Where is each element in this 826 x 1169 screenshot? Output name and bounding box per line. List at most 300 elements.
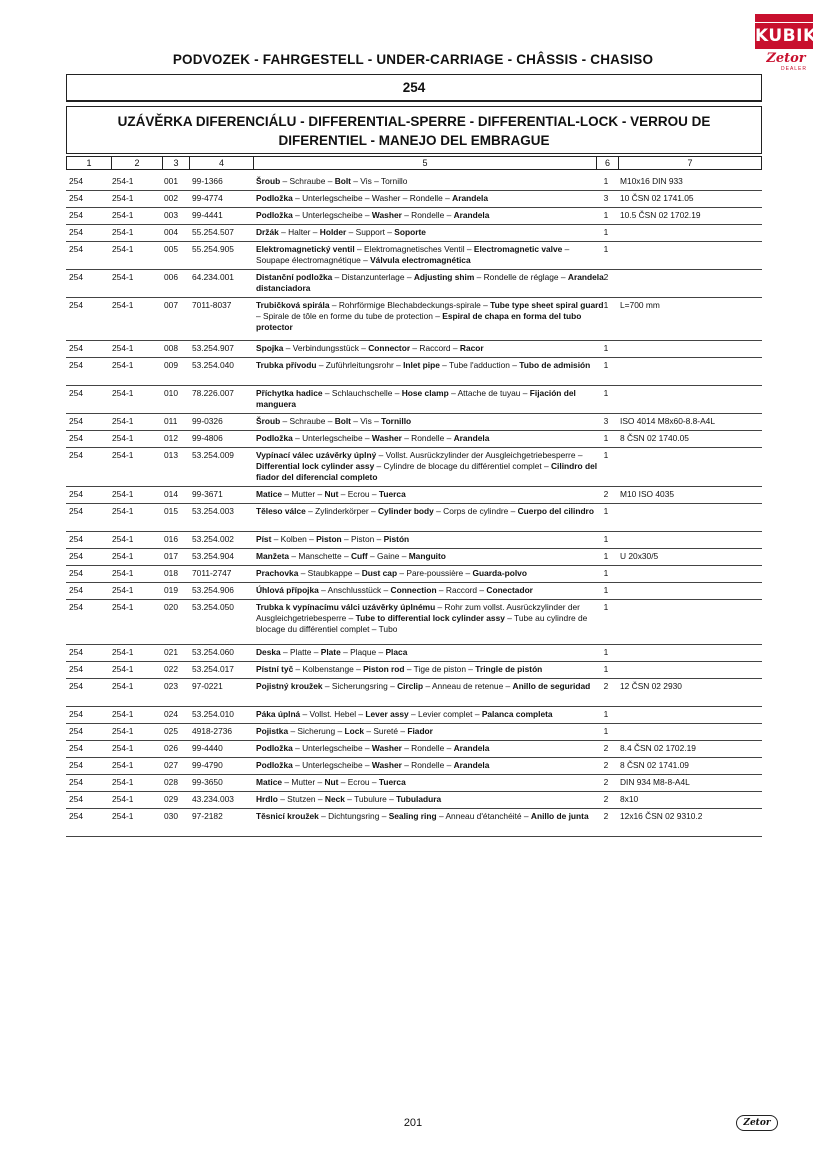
cell-description bbox=[256, 300, 604, 333]
cell-position: 012 bbox=[164, 433, 178, 443]
cell-position: 025 bbox=[164, 726, 178, 736]
description-term: Těsnicí kroužek bbox=[256, 811, 319, 821]
cell-part-number: 64.234.001 bbox=[192, 272, 234, 282]
logo-kubik-text: KUBIK bbox=[755, 23, 813, 49]
description-text: – Kolben – bbox=[271, 534, 317, 544]
description-text: – Unterlegscheibe – bbox=[292, 433, 372, 443]
description-text: – Tubulure – bbox=[344, 794, 397, 804]
description-text: – Elektromagnetisches Ventil – bbox=[354, 244, 474, 254]
cell-group: 254 bbox=[69, 388, 83, 398]
cell-quantity: 1 bbox=[603, 647, 609, 657]
description-text: – Vis – bbox=[350, 416, 382, 426]
description-term: Neck bbox=[324, 794, 345, 804]
cell-subgroup: 254-1 bbox=[112, 272, 134, 282]
cell-subgroup: 254-1 bbox=[112, 777, 134, 787]
cell-position: 015 bbox=[164, 506, 178, 516]
description-term: Spojka bbox=[256, 343, 284, 353]
cell-group: 254 bbox=[69, 227, 83, 237]
cell-subgroup: 254-1 bbox=[112, 193, 134, 203]
description-term: Palanca completa bbox=[481, 709, 553, 719]
cell-description bbox=[256, 664, 604, 675]
cell-quantity: 1 bbox=[603, 388, 609, 398]
cell-group: 254 bbox=[69, 811, 83, 821]
cell-part-number: 53.254.904 bbox=[192, 551, 234, 561]
description-term: Circlip bbox=[397, 681, 424, 691]
cell-group: 254 bbox=[69, 210, 83, 220]
cell-position: 009 bbox=[164, 360, 178, 370]
cell-position: 002 bbox=[164, 193, 178, 203]
cell-group: 254 bbox=[69, 244, 83, 254]
cell-subgroup: 254-1 bbox=[112, 489, 134, 499]
table-row bbox=[66, 707, 762, 724]
description-term: Úhlová přípojka bbox=[256, 585, 319, 595]
description-term: Tornillo bbox=[381, 416, 412, 426]
cell-note: M10 ISO 4035 bbox=[620, 489, 675, 499]
cell-subgroup: 254-1 bbox=[112, 433, 134, 443]
cell-group: 254 bbox=[69, 568, 83, 578]
description-text: – Raccord – bbox=[436, 585, 487, 595]
description-text: – Staubkappe – bbox=[298, 568, 362, 578]
description-term: Placa bbox=[385, 647, 408, 657]
table-row bbox=[66, 775, 762, 792]
cell-quantity: 1 bbox=[603, 176, 609, 186]
table-row bbox=[66, 298, 762, 341]
cell-position: 008 bbox=[164, 343, 178, 353]
cell-quantity: 1 bbox=[603, 450, 609, 460]
table-row bbox=[66, 792, 762, 809]
cell-description bbox=[256, 176, 604, 187]
description-text: – Sicherung – bbox=[288, 726, 345, 736]
cell-part-number: 7011-8037 bbox=[192, 300, 232, 310]
description-term: Příchytka hadice bbox=[256, 388, 323, 398]
cell-subgroup: 254-1 bbox=[112, 227, 134, 237]
cell-group: 254 bbox=[69, 585, 83, 595]
cell-quantity: 3 bbox=[603, 416, 609, 426]
description-text: – Verbindungsstück – bbox=[283, 343, 369, 353]
description-term: Connector bbox=[368, 343, 411, 353]
cell-part-number: 53.254.060 bbox=[192, 647, 234, 657]
cell-subgroup: 254-1 bbox=[112, 794, 134, 804]
cell-description bbox=[256, 681, 604, 692]
cell-group: 254 bbox=[69, 551, 83, 561]
table-row bbox=[66, 504, 762, 532]
description-text: – Rohr zum vollst. Ausrückzylinder der Ausgleichgetriebesperre – bbox=[256, 602, 580, 623]
cell-position: 007 bbox=[164, 300, 178, 310]
description-text: – Vollst. Hebel – bbox=[300, 709, 366, 719]
description-term: Fijación del manguera bbox=[256, 388, 576, 409]
cell-part-number: 53.254.050 bbox=[192, 602, 234, 612]
cell-subgroup: 254-1 bbox=[112, 360, 134, 370]
description-text: – Zylinderkörper – bbox=[305, 506, 378, 516]
description-term: Inlet pipe bbox=[403, 360, 440, 370]
description-term: Pojistka bbox=[256, 726, 289, 736]
cell-group: 254 bbox=[69, 300, 83, 310]
cell-quantity: 1 bbox=[603, 300, 609, 310]
cell-position: 016 bbox=[164, 534, 178, 544]
description-text: – Rondelle – bbox=[401, 433, 454, 443]
cell-position: 010 bbox=[164, 388, 178, 398]
cell-subgroup: 254-1 bbox=[112, 664, 134, 674]
cell-part-number: 99-3671 bbox=[192, 489, 223, 499]
description-term: Pistón bbox=[383, 534, 410, 544]
description-term: Fiador bbox=[407, 726, 433, 736]
description-term: Racor bbox=[459, 343, 484, 353]
cell-position: 006 bbox=[164, 272, 178, 282]
description-term: Espiral de chapa en forma del tubo protector bbox=[256, 311, 582, 332]
cell-position: 021 bbox=[164, 647, 178, 657]
cell-subgroup: 254-1 bbox=[112, 534, 134, 544]
description-term: Arandela bbox=[453, 433, 490, 443]
cell-subgroup: 254-1 bbox=[112, 176, 134, 186]
description-term: Differential lock cylinder assy bbox=[256, 461, 375, 471]
description-term: Electromagnetic valve bbox=[473, 244, 563, 254]
description-text: – Cylindre de blocage du différentiel complet – bbox=[374, 461, 551, 471]
description-term: Pojistný kroužek bbox=[256, 681, 323, 691]
page-title: PODVOZEK - FAHRGESTELL - UNDER-CARRIAGE - CHÂSSIS - CHASISO bbox=[172, 52, 654, 67]
cell-position: 003 bbox=[164, 210, 178, 220]
description-text: – Mutter – bbox=[282, 489, 325, 499]
description-text: – Piston – bbox=[341, 534, 384, 544]
cell-part-number: 43.234.003 bbox=[192, 794, 234, 804]
table-row bbox=[66, 724, 762, 741]
description-text: – Manschette – bbox=[289, 551, 351, 561]
table-row bbox=[66, 487, 762, 504]
cell-quantity: 1 bbox=[603, 506, 609, 516]
description-text: – Stutzen – bbox=[277, 794, 325, 804]
description-term: Distanční podložka bbox=[256, 272, 333, 282]
description-term: Podložka bbox=[256, 760, 293, 770]
description-term: Nut bbox=[324, 489, 339, 499]
logo-dealer-text: DEALER bbox=[781, 66, 808, 72]
column-header-7: 7 bbox=[687, 158, 693, 168]
group-number: 254 bbox=[402, 80, 426, 95]
description-term: Tubo de admisión bbox=[519, 360, 591, 370]
column-header-1: 1 bbox=[67, 157, 112, 169]
cell-group: 254 bbox=[69, 647, 83, 657]
logo-top-bar bbox=[755, 14, 813, 22]
cell-quantity: 2 bbox=[603, 681, 609, 691]
cell-group: 254 bbox=[69, 709, 83, 719]
cell-group: 254 bbox=[69, 726, 83, 736]
cell-quantity: 1 bbox=[603, 726, 609, 736]
description-term: Piston bbox=[316, 534, 342, 544]
description-text: – Mutter – bbox=[282, 777, 325, 787]
description-text: – Anneau d'étanchéité – bbox=[436, 811, 531, 821]
cell-part-number: 99-4806 bbox=[192, 433, 223, 443]
description-term: Holder bbox=[319, 227, 347, 237]
cell-part-number: 53.254.906 bbox=[192, 585, 234, 595]
cell-group: 254 bbox=[69, 272, 83, 282]
cell-group: 254 bbox=[69, 343, 83, 353]
cell-part-number: 53.254.002 bbox=[192, 534, 234, 544]
description-text: – Anneau de retenue – bbox=[423, 681, 513, 691]
cell-description bbox=[256, 534, 604, 545]
table-row bbox=[66, 600, 762, 645]
table-row bbox=[66, 809, 762, 837]
cell-note: DIN 934 M8-8-A4L bbox=[620, 777, 690, 787]
description-text: – Zuführleitungsrohr – bbox=[316, 360, 404, 370]
cell-quantity: 1 bbox=[603, 585, 609, 595]
cell-quantity: 1 bbox=[603, 244, 609, 254]
cell-position: 030 bbox=[164, 811, 178, 821]
cell-group: 254 bbox=[69, 450, 83, 460]
cell-position: 013 bbox=[164, 450, 178, 460]
description-text: – Pare-poussière – bbox=[397, 568, 473, 578]
cell-subgroup: 254-1 bbox=[112, 416, 134, 426]
cell-position: 019 bbox=[164, 585, 178, 595]
description-term: Šroub bbox=[256, 176, 281, 186]
description-term: Těleso válce bbox=[256, 506, 306, 516]
cell-group: 254 bbox=[69, 777, 83, 787]
table-row bbox=[66, 386, 762, 414]
description-text: – Support – bbox=[346, 227, 395, 237]
cell-subgroup: 254-1 bbox=[112, 244, 134, 254]
table-row bbox=[66, 431, 762, 448]
cell-part-number: 99-4790 bbox=[192, 760, 223, 770]
description-text: – Sicherungsring – bbox=[322, 681, 398, 691]
description-term: Matice bbox=[256, 489, 283, 499]
description-term: Páka úplná bbox=[256, 709, 301, 719]
cell-position: 022 bbox=[164, 664, 178, 674]
cell-group: 254 bbox=[69, 534, 83, 544]
description-text: – Rondelle de réglage – bbox=[474, 272, 568, 282]
table-row bbox=[66, 225, 762, 242]
description-term: Cylinder body bbox=[377, 506, 434, 516]
cell-group: 254 bbox=[69, 193, 83, 203]
cell-position: 011 bbox=[164, 416, 178, 426]
cell-group: 254 bbox=[69, 760, 83, 770]
description-term: Držák bbox=[256, 227, 279, 237]
cell-description bbox=[256, 506, 604, 517]
description-text: – Unterlegscheibe – bbox=[292, 210, 372, 220]
table-row bbox=[66, 741, 762, 758]
table-row bbox=[66, 532, 762, 549]
cell-note: 8.4 ČSN 02 1702.19 bbox=[620, 743, 696, 753]
description-term: Cuff bbox=[350, 551, 368, 561]
cell-note: L=700 mm bbox=[620, 300, 660, 310]
description-text: – Ecrou – bbox=[338, 489, 379, 499]
cell-part-number: 55.254.905 bbox=[192, 244, 234, 254]
cell-quantity: 1 bbox=[603, 210, 609, 220]
cell-subgroup: 254-1 bbox=[112, 585, 134, 595]
description-term: Arandela bbox=[453, 210, 490, 220]
logo-zetor-text: Zetor bbox=[766, 51, 806, 66]
cell-quantity: 1 bbox=[603, 227, 609, 237]
cell-position: 027 bbox=[164, 760, 178, 770]
description-term: Anillo de junta bbox=[530, 811, 589, 821]
table-row bbox=[66, 679, 762, 707]
cell-position: 023 bbox=[164, 681, 178, 691]
description-term: Adjusting shim bbox=[413, 272, 475, 282]
cell-subgroup: 254-1 bbox=[112, 760, 134, 770]
cell-part-number: 99-1366 bbox=[192, 176, 223, 186]
description-text: – Rondelle – bbox=[401, 210, 454, 220]
table-row bbox=[66, 645, 762, 662]
cell-description bbox=[256, 602, 604, 635]
cell-subgroup: 254-1 bbox=[112, 506, 134, 516]
description-term: Cilindro del fiador del diferencial completo bbox=[256, 461, 598, 482]
cell-subgroup: 254-1 bbox=[112, 450, 134, 460]
description-term: Cuerpo del cilindro bbox=[517, 506, 594, 516]
description-term: Arandela bbox=[452, 193, 488, 203]
description-term: Trubka přívodu bbox=[256, 360, 317, 370]
section-title-line1: UZÁVĚRKA DIFERENCIÁLU - DIFFERENTIAL-SPERRE - DIFFERENTIAL-LOCK - VERROU DE bbox=[117, 114, 711, 129]
description-text: – Schraube – bbox=[280, 416, 335, 426]
description-term: Manžeta bbox=[256, 551, 290, 561]
cell-quantity: 1 bbox=[603, 343, 609, 353]
description-term: Tube type sheet spiral guard bbox=[490, 300, 604, 310]
cell-description bbox=[256, 647, 604, 658]
table-row bbox=[66, 174, 762, 191]
cell-subgroup: 254-1 bbox=[112, 726, 134, 736]
cell-description bbox=[256, 272, 604, 294]
table-row bbox=[66, 448, 762, 487]
description-term: Anillo de seguridad bbox=[512, 681, 591, 691]
table-row bbox=[66, 208, 762, 225]
description-term: Hrdlo bbox=[256, 794, 278, 804]
column-header-6: 6 bbox=[597, 157, 619, 169]
cell-note: 10.5 ČSN 02 1702.19 bbox=[620, 210, 701, 220]
section-title-box bbox=[66, 106, 762, 154]
description-term: Trubka k vypínacímu válci uzávěrky úplnému bbox=[256, 602, 436, 612]
cell-position: 026 bbox=[164, 743, 178, 753]
cell-subgroup: 254-1 bbox=[112, 388, 134, 398]
description-term: Bolt bbox=[334, 176, 351, 186]
cell-quantity: 3 bbox=[603, 193, 609, 203]
description-term: Pístní tyč bbox=[256, 664, 294, 674]
cell-note: 8x10 bbox=[620, 794, 639, 804]
cell-part-number: 7011-2747 bbox=[192, 568, 232, 578]
table-row bbox=[66, 358, 762, 386]
description-term: Plate bbox=[320, 647, 341, 657]
page-number: 201 bbox=[403, 1117, 423, 1129]
table-row bbox=[66, 191, 762, 208]
description-term: Šroub bbox=[256, 416, 281, 426]
cell-note: 8 ČSN 02 1741.09 bbox=[620, 760, 689, 770]
description-term: Connection bbox=[390, 585, 437, 595]
cell-quantity: 1 bbox=[603, 664, 609, 674]
cell-subgroup: 254-1 bbox=[112, 811, 134, 821]
cell-part-number: 53.254.907 bbox=[192, 343, 234, 353]
cell-position: 004 bbox=[164, 227, 178, 237]
cell-quantity: 1 bbox=[603, 709, 609, 719]
description-text: – Raccord – bbox=[410, 343, 460, 353]
cell-subgroup: 254-1 bbox=[112, 343, 134, 353]
cell-note: ISO 4014 M8x60-8.8-A4L bbox=[620, 416, 715, 426]
cell-subgroup: 254-1 bbox=[112, 647, 134, 657]
cell-part-number: 78.226.007 bbox=[192, 388, 234, 398]
cell-part-number: 99-3650 bbox=[192, 777, 223, 787]
cell-quantity: 1 bbox=[603, 433, 609, 443]
description-text: – Tube au cylindre de blocage du différentiel complet – Tubo bbox=[256, 613, 588, 634]
cell-part-number: 53.254.010 bbox=[192, 709, 234, 719]
cell-note: 8 ČSN 02 1740.05 bbox=[620, 433, 689, 443]
description-text: – Distanzunterlage – bbox=[332, 272, 414, 282]
cell-quantity: 2 bbox=[603, 743, 609, 753]
cell-description bbox=[256, 777, 604, 788]
description-text: – Soupape électromagnétique – bbox=[256, 244, 570, 265]
cell-part-number: 99-4440 bbox=[192, 743, 223, 753]
cell-part-number: 97-0221 bbox=[192, 681, 223, 691]
cell-description bbox=[256, 433, 604, 444]
cell-group: 254 bbox=[69, 433, 83, 443]
cell-position: 005 bbox=[164, 244, 178, 254]
description-text: – Unterlegscheibe – bbox=[292, 760, 372, 770]
table-row bbox=[66, 566, 762, 583]
description-term: Tubuladura bbox=[396, 794, 442, 804]
cell-part-number: 53.254.003 bbox=[192, 506, 234, 516]
column-header-4: 4 bbox=[190, 157, 254, 169]
cell-part-number: 99-4774 bbox=[192, 193, 223, 203]
description-term: Deska bbox=[256, 647, 281, 657]
description-text: – Sureté – bbox=[364, 726, 408, 736]
table-row bbox=[66, 549, 762, 566]
cell-note: U 20x30/5 bbox=[620, 551, 659, 561]
cell-quantity: 2 bbox=[603, 272, 609, 282]
cell-subgroup: 254-1 bbox=[112, 681, 134, 691]
cell-position: 028 bbox=[164, 777, 178, 787]
description-term: Hose clamp bbox=[401, 388, 449, 398]
cell-part-number: 99-4441 bbox=[192, 210, 223, 220]
cell-subgroup: 254-1 bbox=[112, 743, 134, 753]
cell-quantity: 1 bbox=[603, 534, 609, 544]
description-text: – Spirale de tôle en forme du tube de protection – bbox=[256, 311, 443, 321]
description-term: Matice bbox=[256, 777, 283, 787]
description-term: Lever assy bbox=[365, 709, 409, 719]
description-text: – Vollst. Ausrückzylinder der Ausgleichgetriebesperre – bbox=[376, 450, 583, 460]
cell-part-number: 4918-2736 bbox=[192, 726, 233, 736]
cell-quantity: 2 bbox=[603, 777, 609, 787]
description-text: – Rondelle – bbox=[401, 760, 454, 770]
description-term: Arandela distanciadora bbox=[256, 272, 604, 293]
description-term: Elektromagnetický ventil bbox=[256, 244, 355, 254]
cell-subgroup: 254-1 bbox=[112, 210, 134, 220]
cell-note: 10 ČSN 02 1741.05 bbox=[620, 193, 694, 203]
description-text: – Rohrförmige Blechabdeckungs-spirale – bbox=[329, 300, 491, 310]
description-term: Trubičková spirála bbox=[256, 300, 330, 310]
cell-group: 254 bbox=[69, 743, 83, 753]
description-term: Arandela bbox=[453, 743, 490, 753]
cell-position: 014 bbox=[164, 489, 178, 499]
table-row bbox=[66, 662, 762, 679]
column-header-5: 5 bbox=[254, 157, 597, 169]
description-term: Washer bbox=[371, 760, 402, 770]
description-text: – Vis – Tornillo bbox=[350, 176, 408, 186]
cell-note: 12x16 ČSN 02 9310.2 bbox=[620, 811, 703, 821]
cell-group: 254 bbox=[69, 176, 83, 186]
description-term: Nut bbox=[324, 777, 339, 787]
description-text: – Tige de piston – bbox=[404, 664, 476, 674]
description-text: – Rondelle – bbox=[401, 743, 454, 753]
cell-part-number: 53.254.040 bbox=[192, 360, 234, 370]
cell-description bbox=[256, 244, 604, 266]
description-text: – Attache de tuyau – bbox=[448, 388, 530, 398]
description-term: Soporte bbox=[394, 227, 426, 237]
column-header-2: 2 bbox=[112, 157, 163, 169]
column-header-3: 3 bbox=[163, 157, 190, 169]
cell-description bbox=[256, 760, 604, 771]
cell-quantity: 2 bbox=[603, 489, 609, 499]
cell-part-number: 53.254.017 bbox=[192, 664, 234, 674]
table-row bbox=[66, 414, 762, 431]
cell-subgroup: 254-1 bbox=[112, 300, 134, 310]
description-term: Tuerca bbox=[378, 777, 406, 787]
cell-subgroup: 254-1 bbox=[112, 551, 134, 561]
cell-description bbox=[256, 568, 604, 579]
cell-note: 12 ČSN 02 2930 bbox=[620, 681, 682, 691]
cell-quantity: 2 bbox=[603, 794, 609, 804]
cell-part-number: 97-2182 bbox=[192, 811, 223, 821]
